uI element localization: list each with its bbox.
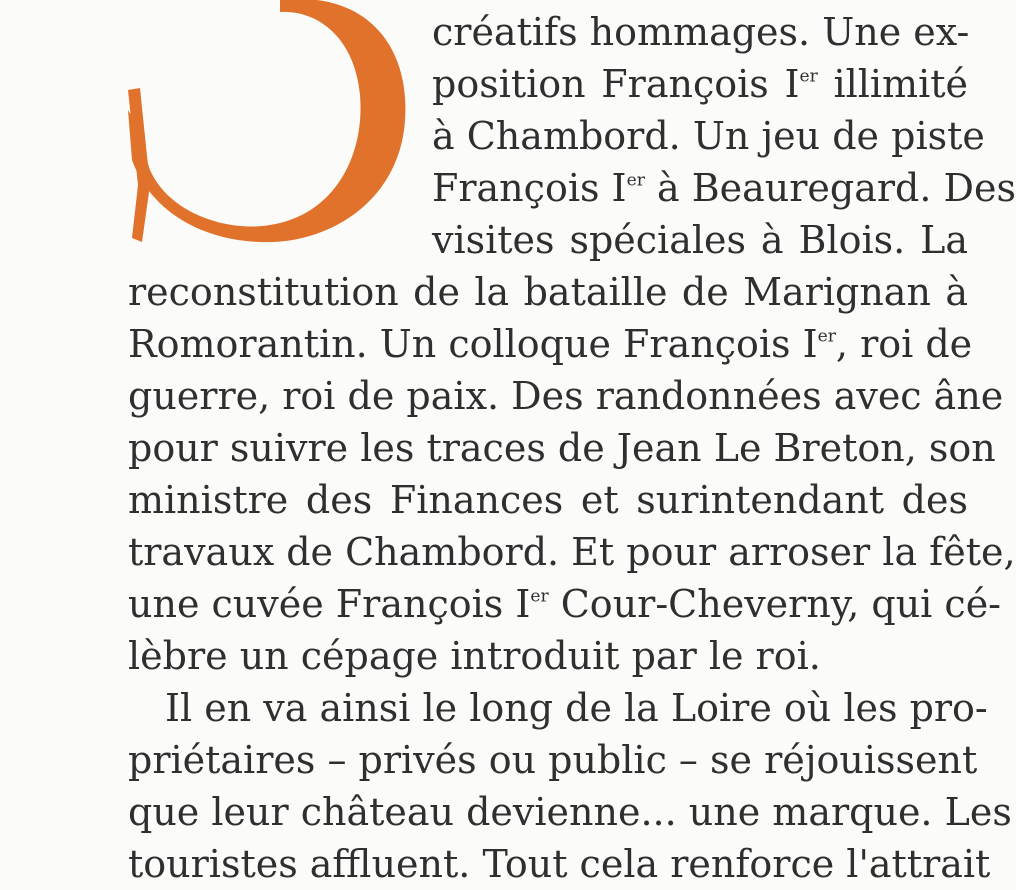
- text-line: une cuvée François Ier Cour-Cheverny, qui cé-: [128, 582, 1002, 626]
- dropcap-stroke: [128, 0, 405, 242]
- paragraph-first-line: Il en va ainsi le long de la Loire où les pro-: [165, 686, 988, 730]
- dropcap-serif: [128, 88, 150, 242]
- text-line: créatifs hommages. Une ex-: [432, 10, 970, 54]
- text-line: Romorantin. Un colloque François Ier, roi de: [128, 322, 973, 366]
- text-line-cut-off: touristes affluent. Tout cela renforce l'attrait: [128, 842, 991, 886]
- text-line: François Ier à Beauregard. Des: [432, 166, 1016, 210]
- text-line: reconstitution de la bataille de Marignan à: [128, 270, 968, 314]
- text-line: priétaires – privés ou public – se réjouissent: [128, 738, 978, 782]
- text-line: lèbre un cépage introduit par le roi.: [128, 634, 821, 678]
- text-line: position François Ier illimité: [432, 62, 968, 106]
- text-line: à Chambord. Un jeu de piste: [432, 114, 985, 158]
- text-line: guerre, roi de paix. Des randonnées avec âne: [128, 374, 1004, 418]
- dropcap-letter: [120, 0, 420, 260]
- text-line: que leur château devienne... une marque. Les: [128, 790, 1012, 834]
- text-line: travaux de Chambord. Et pour arroser la fête,: [128, 530, 1016, 574]
- text-line: pour suivre les traces de Jean Le Breton, son: [128, 426, 996, 470]
- text-line: visites spéciales à Blois. La: [432, 218, 968, 262]
- text-line: ministre des Finances et surintendant des: [128, 478, 968, 522]
